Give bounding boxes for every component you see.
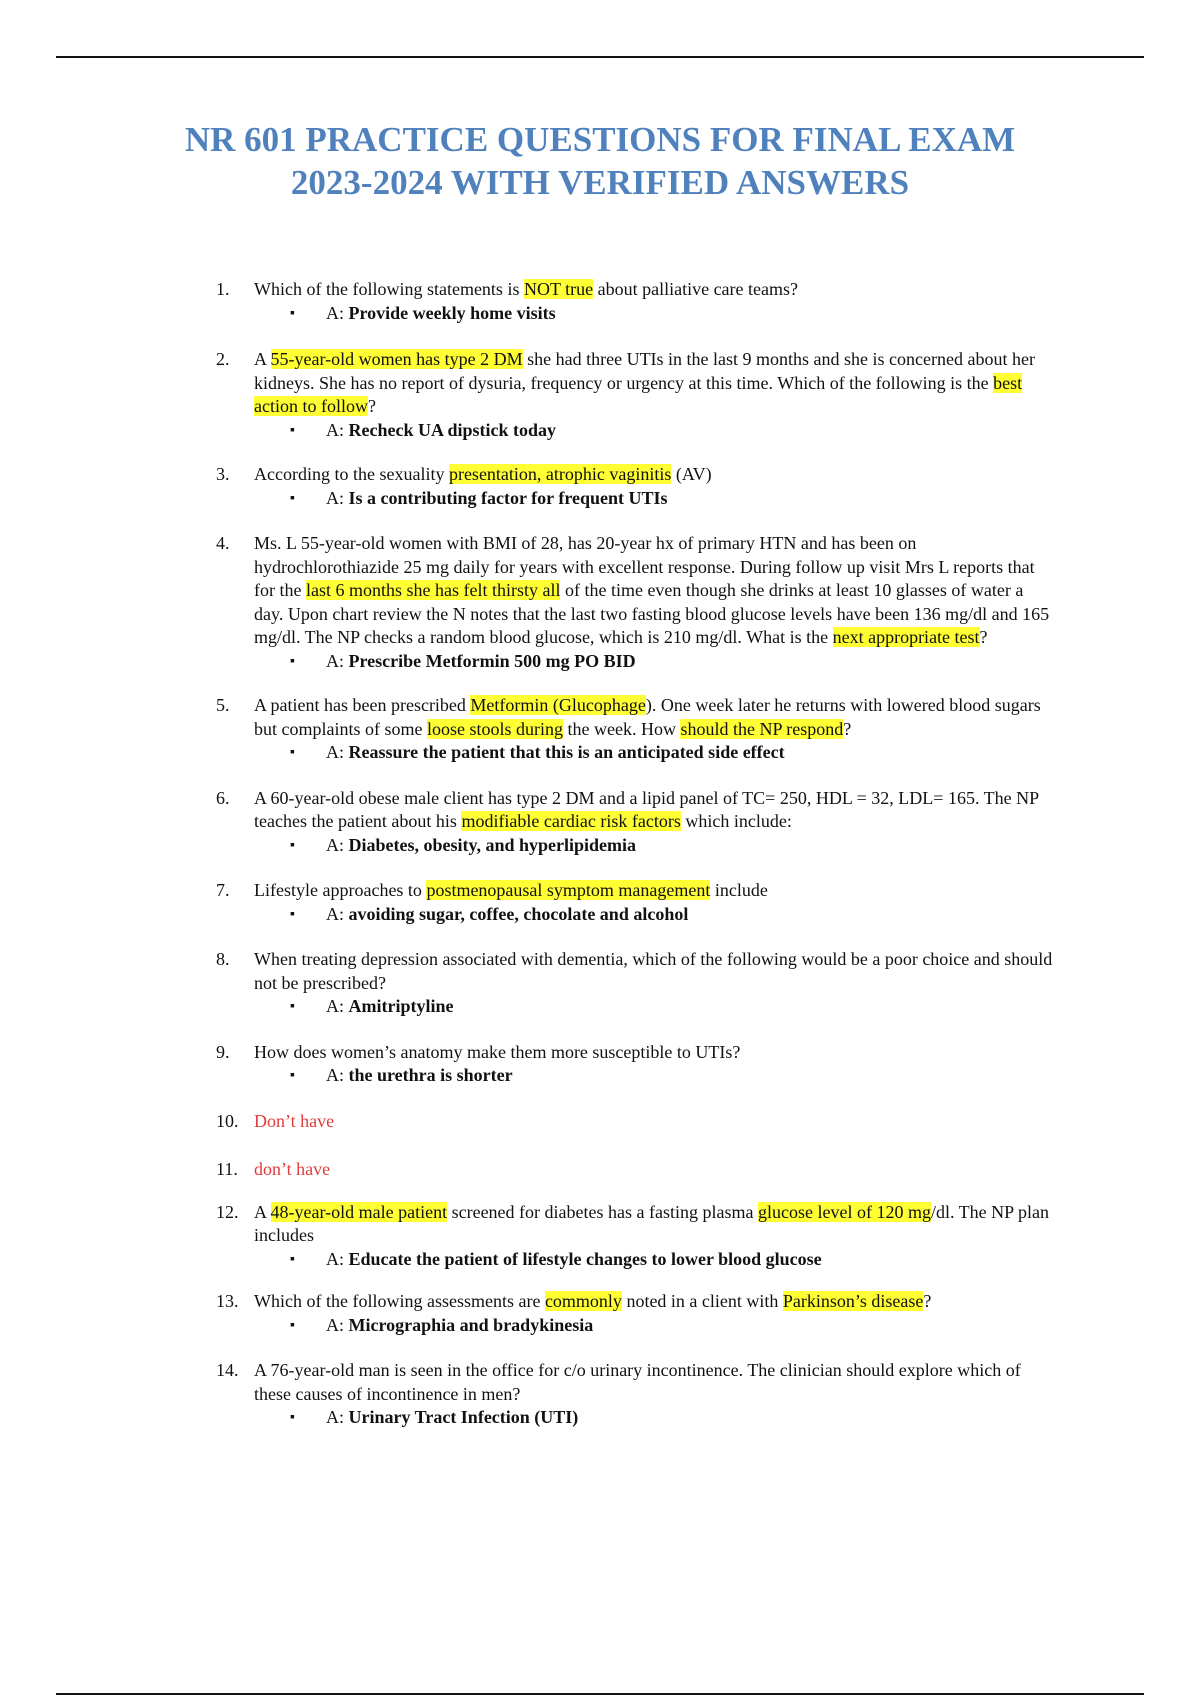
question-item: [216, 1110, 1056, 1134]
question-text-segment: Which of the following assessments are: [254, 1291, 545, 1311]
answer-prefix: A:: [326, 1314, 349, 1335]
question-text: [254, 694, 1056, 741]
highlighted-text: glucose level of 120 mg: [757, 1201, 931, 1222]
answer-line: [290, 419, 1056, 443]
question-text-segment: noted in a client with: [621, 1291, 783, 1311]
answer-prefix: A:: [326, 650, 349, 671]
highlighted-text: commonly: [544, 1291, 622, 1311]
question-text-segment: include: [710, 880, 768, 900]
question-text-segment: about palliative care teams?: [593, 279, 799, 299]
highlighted-text: NOT true: [523, 279, 594, 299]
question-text-segment: which include:: [680, 811, 792, 831]
answer-line: [290, 1406, 1056, 1430]
answer-prefix: A:: [326, 1065, 349, 1085]
question-item: [216, 879, 1056, 903]
question-text-segment: A 76-year-old man is seen in the office for c/o urinary incontinence. The clinician should explore which of these causes of incontinence in men?: [254, 1360, 1021, 1404]
answer-prefix: A:: [326, 742, 349, 762]
title-line-1: NR 601 PRACTICE QUESTIONS FOR FINAL EXAM: [184, 120, 1016, 159]
question-text-segment: the week. How: [563, 718, 681, 739]
answer-text: Educate the patient of lifestyle changes to lower blood glucose: [348, 1248, 822, 1269]
question-number: 12.: [216, 1201, 239, 1222]
question-number: 3.: [216, 464, 230, 484]
question-list: [216, 256, 1056, 1430]
bullet-icon: ▪: [290, 490, 295, 506]
bullet-icon: ▪: [290, 999, 295, 1014]
question-number: 13.: [216, 1291, 239, 1311]
answer-text: Reassure the patient that this is an anticipated side effect: [348, 742, 785, 762]
question-number: 5.: [216, 695, 230, 715]
question-text: [254, 1290, 1056, 1314]
answer-text: Diabetes, obesity, and hyperlipidemia: [348, 834, 637, 855]
highlighted-text: last 6 months she has felt thirsty all: [305, 580, 561, 600]
question-number: 14.: [216, 1360, 239, 1380]
question-text: [254, 1201, 1056, 1248]
question-number: 2.: [216, 349, 230, 369]
question-number: 9.: [216, 1041, 230, 1062]
question-text: [254, 348, 1056, 419]
question-text-segment: According to the sexuality: [254, 464, 449, 484]
question-text-segment: A patient has been prescribed: [254, 695, 471, 715]
answer-text: Micrographia and bradykinesia: [348, 1314, 594, 1335]
bullet-icon: ▪: [290, 1068, 295, 1083]
answer-line: [290, 1248, 1056, 1272]
question-item: [216, 1290, 1056, 1314]
answer-text: Is a contributing factor for frequent UTIs: [348, 487, 668, 508]
highlighted-text: next appropriate test: [832, 627, 980, 647]
answer-prefix: A:: [326, 1407, 349, 1427]
question-item: [216, 278, 1056, 302]
question-text-segment: A: [254, 349, 271, 369]
question-text-segment: ). One week later he returns with lowered blood sugars but complaints of some: [254, 695, 1041, 739]
answer-prefix: A:: [326, 996, 349, 1016]
question-number: 10.: [216, 1110, 239, 1131]
answer-text: avoiding sugar, coffee, chocolate and alcohol: [348, 903, 689, 924]
answer-text: Recheck UA dipstick today: [348, 419, 557, 440]
answer-text: Urinary Tract Infection (UTI): [348, 1407, 579, 1427]
answer-prefix: A:: [326, 903, 349, 924]
question-text: [254, 1158, 1056, 1182]
highlighted-text: loose stools during: [426, 718, 563, 739]
bullet-icon: ▪: [290, 422, 295, 438]
question-text-segment: A: [254, 1201, 271, 1222]
answer-prefix: A:: [326, 1248, 349, 1269]
highlighted-text: 48-year-old male patient: [270, 1201, 448, 1222]
top-rule: [56, 56, 1144, 58]
bullet-icon: ▪: [290, 653, 295, 669]
question-number: 1.: [216, 279, 230, 299]
question-text-segment: /dl. The NP plan includes: [254, 1201, 1049, 1245]
bullet-icon: ▪: [290, 1251, 295, 1267]
answer-text: Provide weekly home visits: [348, 302, 556, 323]
highlighted-text: Parkinson’s disease: [782, 1291, 924, 1311]
question-text: [254, 787, 1056, 834]
question-item: [216, 787, 1056, 834]
question-item: [216, 348, 1056, 419]
question-text: [254, 463, 1056, 487]
question-text: [254, 532, 1056, 650]
question-text-segment: Ms. L 55-year-old women with BMI of 28, has 20-year hx of primary HTN and has been on hydrochlorothiazide 25 mg daily for years with excellent response. During follow up visit Mrs L reports that for the: [254, 533, 1035, 600]
bottom-rule: [56, 1693, 1144, 1695]
answer-line: [290, 903, 1056, 927]
highlighted-text: modifiable cardiac risk factors: [461, 811, 681, 831]
bullet-icon: ▪: [290, 837, 295, 853]
answer-prefix: A:: [326, 419, 349, 440]
bullet-icon: ▪: [290, 1410, 295, 1425]
question-text-segment: Lifestyle approaches to: [254, 880, 427, 900]
answer-line: [290, 650, 1056, 674]
question-text-segment: of the time even though she drinks at least 10 glasses of water a day. Upon chart review the N notes that the last two fasting blood glucose levels have been 136 mg/dl and 165 mg/dl. The NP checks a random blood glucose, which is 210 mg/dl. What is the: [254, 580, 1050, 647]
question-item: [216, 1359, 1056, 1406]
question-text: [254, 1110, 1056, 1134]
answer-line: [290, 995, 1056, 1019]
bullet-icon: ▪: [290, 1317, 295, 1333]
question-item: [216, 463, 1056, 487]
title-line-2: 2023-2024 WITH VERIFIED ANSWERS: [290, 163, 910, 202]
answer-text: Amitriptyline: [348, 996, 454, 1016]
question-text: [254, 278, 1056, 302]
question-number: 4.: [216, 533, 230, 553]
bullet-icon: ▪: [290, 745, 295, 760]
question-item: [216, 1041, 1056, 1065]
answer-text: the urethra is shorter: [348, 1065, 513, 1085]
answer-line: [290, 1064, 1056, 1088]
question-text-segment: ?: [843, 718, 852, 739]
answer-line: [290, 1314, 1056, 1338]
highlighted-text: presentation, atrophic vaginitis: [448, 464, 672, 484]
answer-prefix: A:: [326, 834, 349, 855]
answer-line: [290, 487, 1056, 511]
answer-text: Prescribe Metformin 500 mg PO BID: [348, 650, 636, 671]
answer-prefix: A:: [326, 487, 349, 508]
question-text: [254, 1041, 1056, 1065]
highlighted-text: should the NP respond: [680, 718, 844, 739]
answer-prefix: A:: [326, 302, 349, 323]
answer-line: [290, 741, 1056, 765]
highlighted-text: Metformin (Glucophage: [470, 695, 646, 715]
question-text: [254, 1359, 1056, 1406]
answer-line: [290, 302, 1056, 326]
question-number: 6.: [216, 787, 230, 808]
question-item: [216, 532, 1056, 650]
missing-question-note: don’t have: [254, 1159, 331, 1179]
question-text-segment: (AV): [671, 464, 712, 484]
question-text-segment: When treating depression associated with dementia, which of the following would be a poor choice and should not be prescribed?: [254, 949, 1053, 993]
question-item: [216, 948, 1056, 995]
question-text-segment: ?: [923, 1291, 932, 1311]
question-text: [254, 879, 1056, 903]
answer-line: [290, 834, 1056, 858]
question-number: 8.: [216, 949, 230, 969]
question-text-segment: Which of the following statements is: [254, 279, 524, 299]
question-text-segment: screened for diabetes has a fasting plasma: [447, 1201, 758, 1222]
question-item: [216, 1201, 1056, 1248]
question-item: [216, 1158, 1056, 1182]
document-title: [0, 118, 1200, 204]
missing-question-note: Don’t have: [254, 1110, 335, 1131]
question-text-segment: A 60-year-old obese male client has type 2 DM and a lipid panel of TC= 250, HDL = 32, LDL= 165. The NP teaches the patient about his: [254, 787, 1039, 831]
question-number: 11.: [216, 1159, 238, 1179]
question-text: [254, 948, 1056, 995]
question-number: 7.: [216, 880, 230, 900]
highlighted-text: 55-year-old women has type 2 DM: [270, 349, 523, 369]
question-text-segment: she had three UTIs in the last 9 months and she is concerned about her kidneys. She has no report of dysuria, frequency or urgency at this time. Which of the following is the: [254, 349, 1035, 393]
question-text-segment: ?: [979, 627, 988, 647]
highlighted-text: best action to follow: [254, 372, 1023, 416]
bullet-icon: ▪: [290, 305, 295, 321]
question-text-segment: How does women’s anatomy make them more susceptible to UTIs?: [254, 1041, 741, 1062]
question-text-segment: ?: [367, 396, 376, 416]
question-item: [216, 694, 1056, 741]
highlighted-text: postmenopausal symptom management: [426, 880, 711, 900]
bullet-icon: ▪: [290, 906, 295, 922]
